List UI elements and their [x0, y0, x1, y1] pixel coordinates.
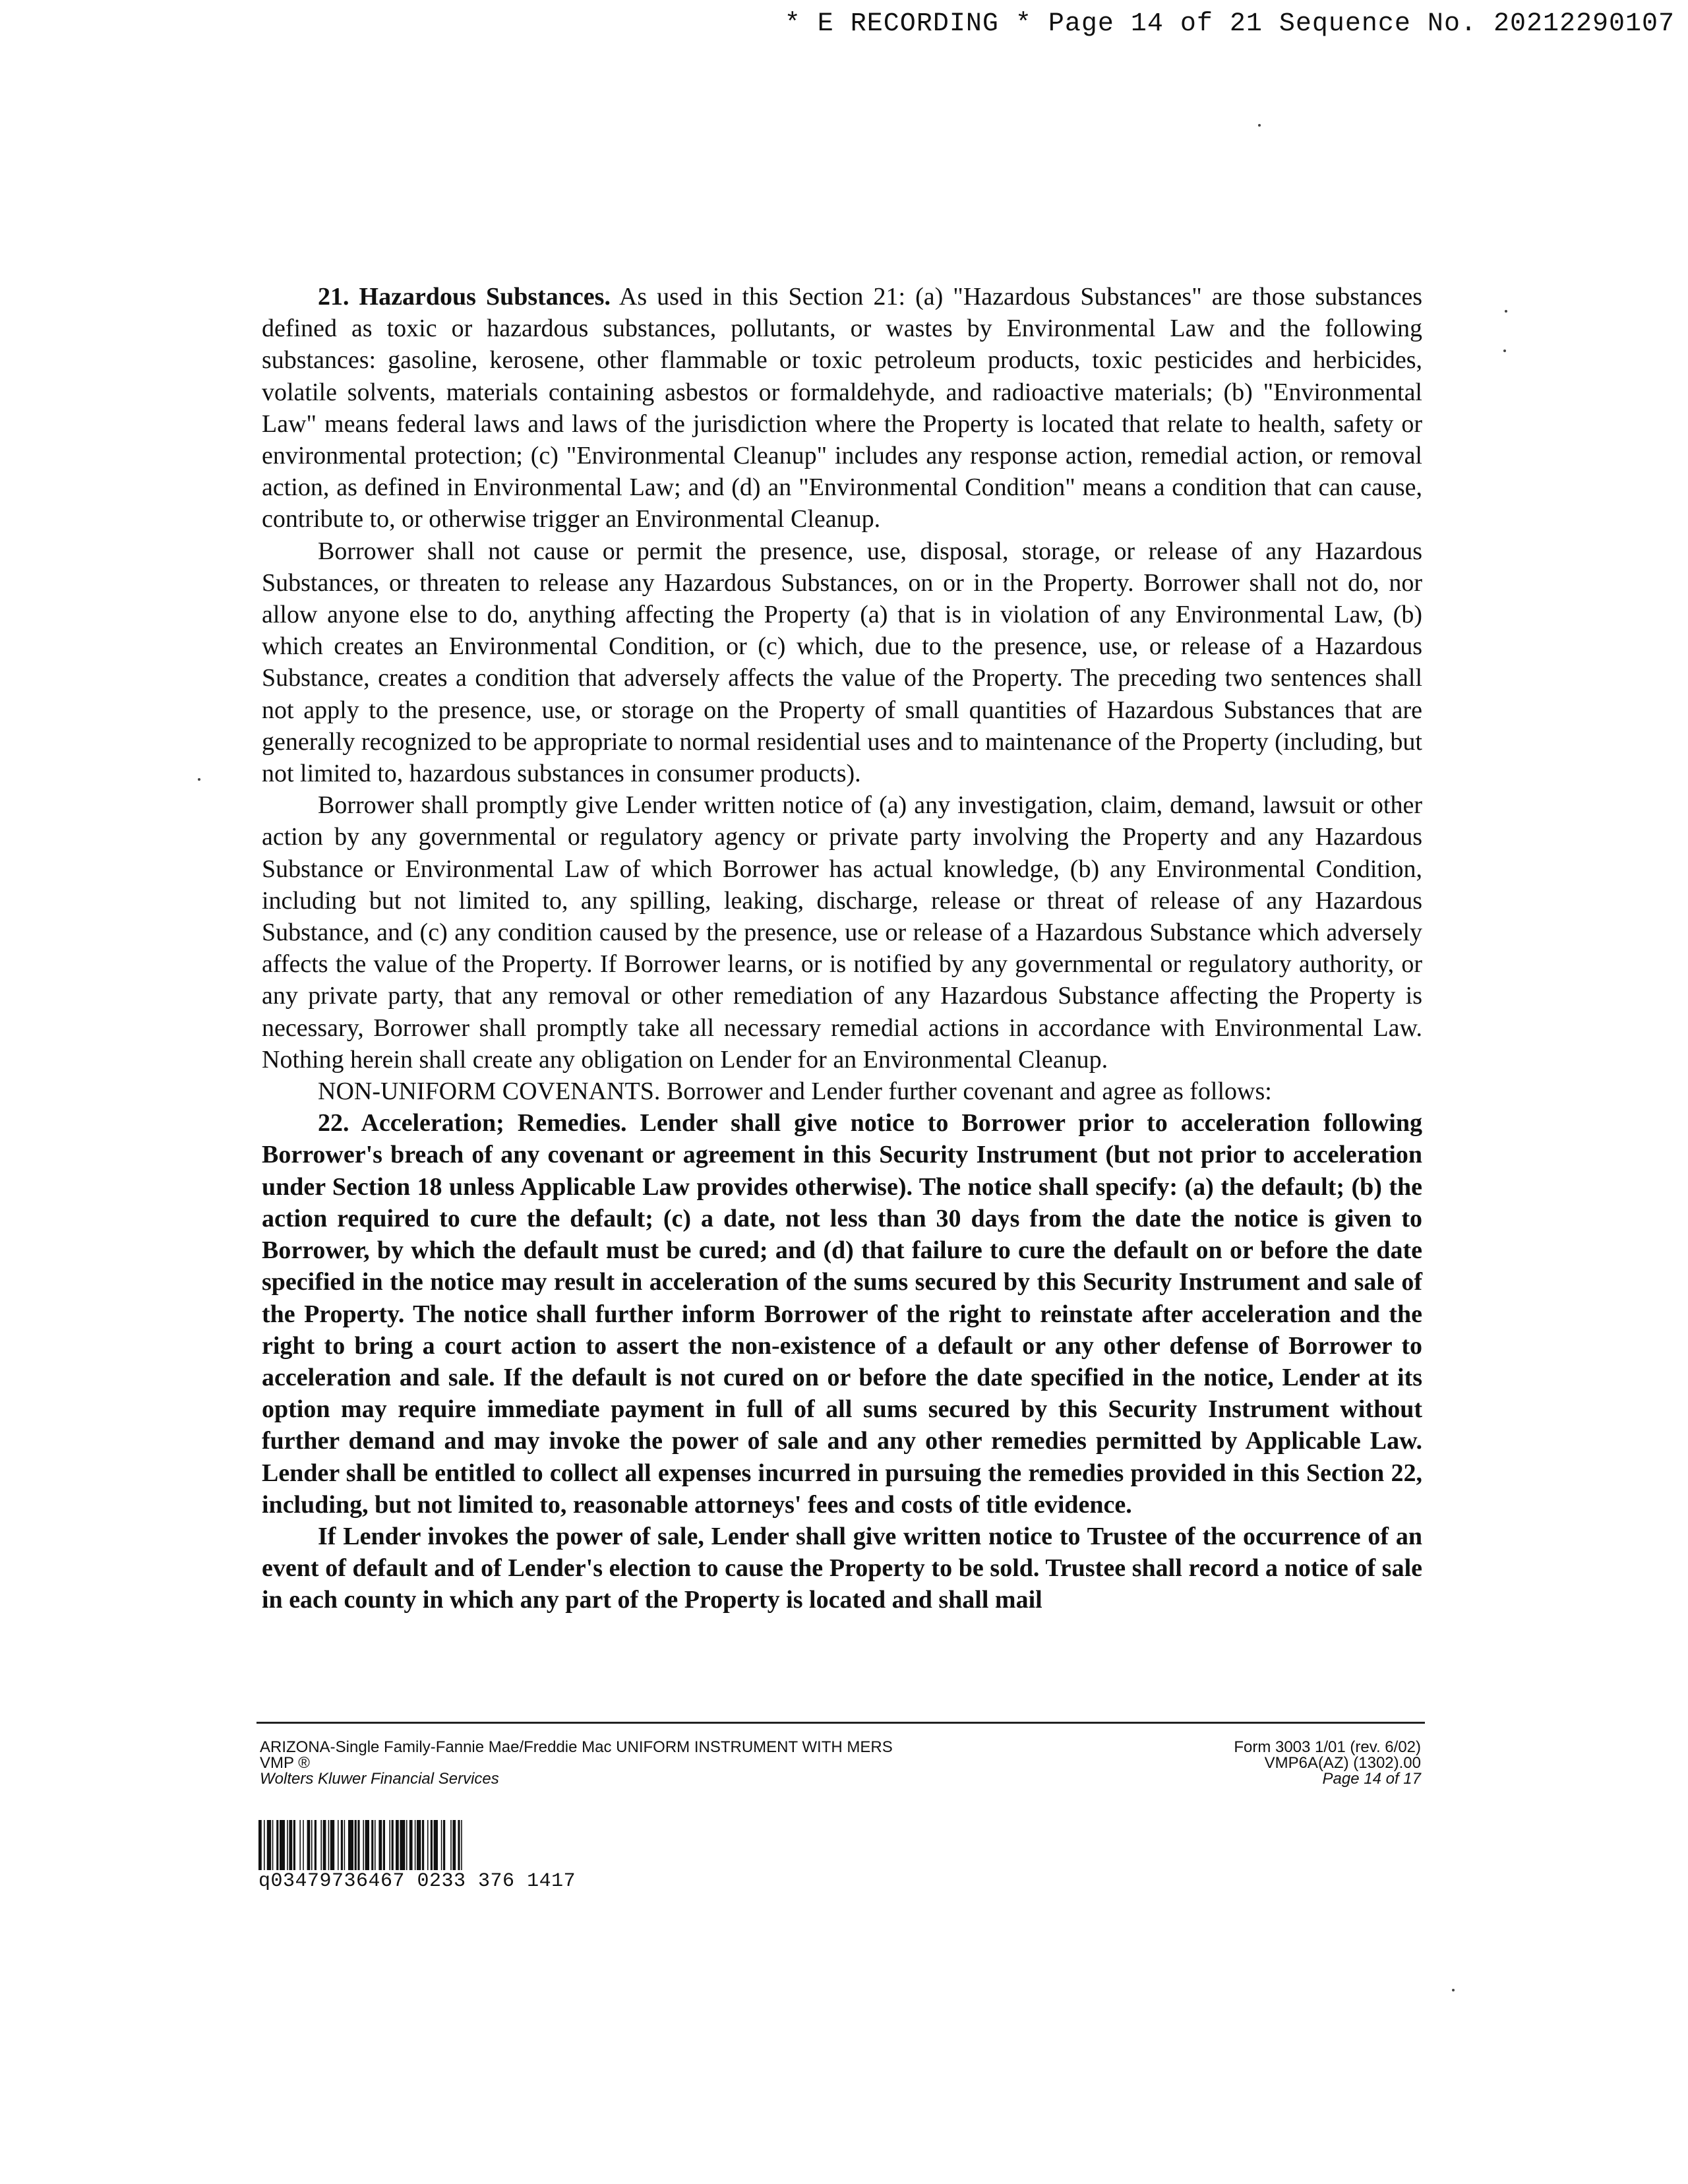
footer-publisher: Wolters Kluwer Financial Services: [260, 1770, 499, 1788]
barcode-bar: [450, 1820, 452, 1870]
barcode-bar: [293, 1820, 295, 1870]
barcode-bar: [417, 1820, 421, 1870]
barcode-bar: [443, 1820, 445, 1870]
barcode-bar: [461, 1820, 462, 1870]
barcode-bar: [299, 1820, 301, 1870]
barcode-bar: [396, 1820, 399, 1870]
section-22-paragraph-2: If Lender invokes the power of sale, Lender shall give written notice to Trustee of the occurrence of an event of default and of Lender's election to cause the Property to be sold. Trustee shall record a notice of sale in each county in which any part of the Property is located and shall mail: [262, 1522, 1422, 1614]
barcode-bar: [458, 1820, 460, 1870]
barcode-bar: [357, 1820, 359, 1870]
section-21-paragraph-1: [262, 281, 1422, 535]
scan-speck: [1505, 310, 1507, 313]
barcode-bar: [365, 1820, 369, 1870]
barcode-bar: [415, 1820, 416, 1870]
barcode-bar: [341, 1820, 343, 1870]
footer-vmp-mark: VMP ®: [260, 1754, 310, 1772]
barcode-bar: [323, 1820, 326, 1870]
scan-speck: [1503, 349, 1506, 352]
barcode-bar: [431, 1820, 433, 1870]
section-21-paragraph-2: Borrower shall not cause or permit the presence, use, disposal, storage, or release of any Hazardous Substances, or threaten to release any Hazardous Substances, on or in the Property. Borrower shall not do, nor allow anyone else to do, anything affecting the Property (a) that is in violation of any Environmental Law, (b) which creates an Environmental Condition, or (c) which, due to the presence, use, or release of a Hazardous Substance, creates a condition that adversely affects the value of the Property. The preceding two sentences shall not apply to the presence, use, or storage on the Property of small quantities of Hazardous Substances that are generally recognized to be appropriate to normal residential uses and to maintenance of the Property (including, but not limited to, hazardous substances in consumer products).: [262, 537, 1422, 788]
section-22-paragraph-1: 22. Acceleration; Remedies. Lender shall give notice to Borrower prior to acceleration following Borrower's breach of any covenant or agreement in this Security Instrument (but not prior to acceleration under Section 18 unless Applicable Law provides otherwise). The notice shall specify: (a) the default; (b) the action required to cure the default; (c) a date, not less than 30 days from the date the notice is given to Borrower, by which the default must be cured; and (d) that failure to cure the default on or before the date specified in the notice may result in acceleration of the sums secured by this Security Instrument and sale of the Property. The notice shall further inform Borrower of the right to reinstate after acceleration and the right to bring a court action to assert the non-existence of a default or any other defense of Borrower to acceleration and sale. If the default is not cured on or before the date specified in the notice, Lender at its option may require immediate payment in full of all sums secured by this Security Instrument without further demand and may invoke the power of sale and any other remedies permitted by Applicable Law. Lender shall be entitled to collect all expenses incurred in pursuing the remedies provided in this Section 22, including, but not limited to, reasonable attorneys' fees and costs of title evidence.: [262, 1109, 1422, 1519]
barcode-bar: [344, 1820, 346, 1870]
footer-page-number: Page 14 of 17: [1322, 1770, 1421, 1788]
barcode-bar: [330, 1820, 334, 1870]
footer-form-info-left: [260, 1740, 893, 1787]
barcode-bar: [400, 1820, 405, 1870]
barcode-bar: [287, 1820, 288, 1870]
barcode-bar: [289, 1820, 292, 1870]
barcode-number: q03479736467 0233 376 1417: [258, 1870, 576, 1893]
barcode-bar: [406, 1820, 407, 1870]
footer-form-code: VMP6A(AZ) (1302).00: [1264, 1754, 1421, 1772]
footer-divider: [256, 1722, 1425, 1724]
barcode-bar: [392, 1820, 394, 1870]
section-21-paragraph-1-text: As used in this Section 21: (a) "Hazardous Substances" are those substances defined as toxic or hazardous substances, pollutants, or wastes by Environmental Law and the following substances: gasoline, kerosene, other flammable or toxic petroleum products, toxic pesticides and herbicides, volatile solvents, materials containing asbestos or formaldehyde, and radioactive materials; (b) "Environmental Law" means federal laws and laws of the jurisdiction where the Property is located that relate to health, safety or environmental protection; (c) "Environmental Cleanup" includes any response action, remedial action, or removal action, as defined in Environmental Law; and (d) an "Environmental Condition" means a condition that can cause, contribute to, or otherwise trigger an Environmental Cleanup.: [262, 283, 1422, 533]
footer-form-number: Form 3003 1/01 (rev. 6/02): [1234, 1738, 1421, 1756]
barcode-bar: [267, 1820, 271, 1870]
footer-form-title: ARIZONA-Single Family-Fannie Mae/Freddie Mac UNIFORM INSTRUMENT WITH MERS: [260, 1738, 893, 1756]
barcode-bar: [355, 1820, 357, 1870]
barcode-bar: [280, 1820, 285, 1870]
barcode-bar: [363, 1820, 364, 1870]
barcode-bar: [320, 1820, 322, 1870]
barcode-bar: [348, 1820, 353, 1870]
section-21-paragraph-3: Borrower shall promptly give Lender written notice of (a) any investigation, claim, demand, lawsuit or other action by any governmental or regulatory agency or private party involving the Property and any Hazardous Substance or Environmental Law of which Borrower has actual knowledge, (b) any Environmental Condition, including but not limited to, any spilling, leaking, discharge, release or threat of release of any Hazardous Substance, and (c) any condition caused by the presence, use or release of a Hazardous Substance which adversely affects the value of the Property. If Borrower learns, or is notified by any governmental or regulatory authority, or any private party, that any removal or other remediation of any Hazardous Substance affecting the Property is necessary, Borrower shall promptly take all necessary remedial actions in accordance with Environmental Law. Nothing herein shall create any obligation on Lender for an Environmental Cleanup.: [262, 791, 1422, 1074]
barcode-bar: [303, 1820, 304, 1870]
scan-speck: [1258, 124, 1261, 127]
scan-speck: [198, 778, 200, 781]
footer-form-info-right: [1147, 1740, 1421, 1787]
barcode-bar: [427, 1820, 429, 1870]
barcode-bar: [264, 1820, 265, 1870]
scan-speck: [1452, 1989, 1455, 1991]
barcode-bar: [452, 1820, 456, 1870]
barcode-image: [258, 1820, 712, 1870]
barcode-bar: [307, 1820, 311, 1870]
document-body: [262, 281, 1422, 1616]
barcode-bar: [276, 1820, 278, 1870]
barcode-bar: [422, 1820, 424, 1870]
barcode-bar: [315, 1820, 316, 1870]
barcode-bar: [409, 1820, 413, 1870]
barcode-bar: [371, 1820, 373, 1870]
barcode-bar: [434, 1820, 438, 1870]
recording-stamp: * E RECORDING * Page 14 of 21 Sequence No. 20212290107: [784, 9, 1675, 39]
barcode-bar: [389, 1820, 390, 1870]
barcode-bar: [338, 1820, 339, 1870]
non-uniform-covenants: NON-UNIFORM COVENANTS. Borrower and Lender further covenant and agree as follows:: [318, 1077, 1272, 1106]
barcode-bar: [311, 1820, 313, 1870]
barcode-bar: [272, 1820, 274, 1870]
barcode-bar: [258, 1820, 262, 1870]
barcode-bar: [375, 1820, 376, 1870]
barcode-bar: [328, 1820, 330, 1870]
barcode-bar: [441, 1820, 442, 1870]
barcode-bar: [378, 1820, 382, 1870]
barcode-bar: [383, 1820, 385, 1870]
section-21-heading: 21. Hazardous Substances.: [318, 283, 611, 311]
